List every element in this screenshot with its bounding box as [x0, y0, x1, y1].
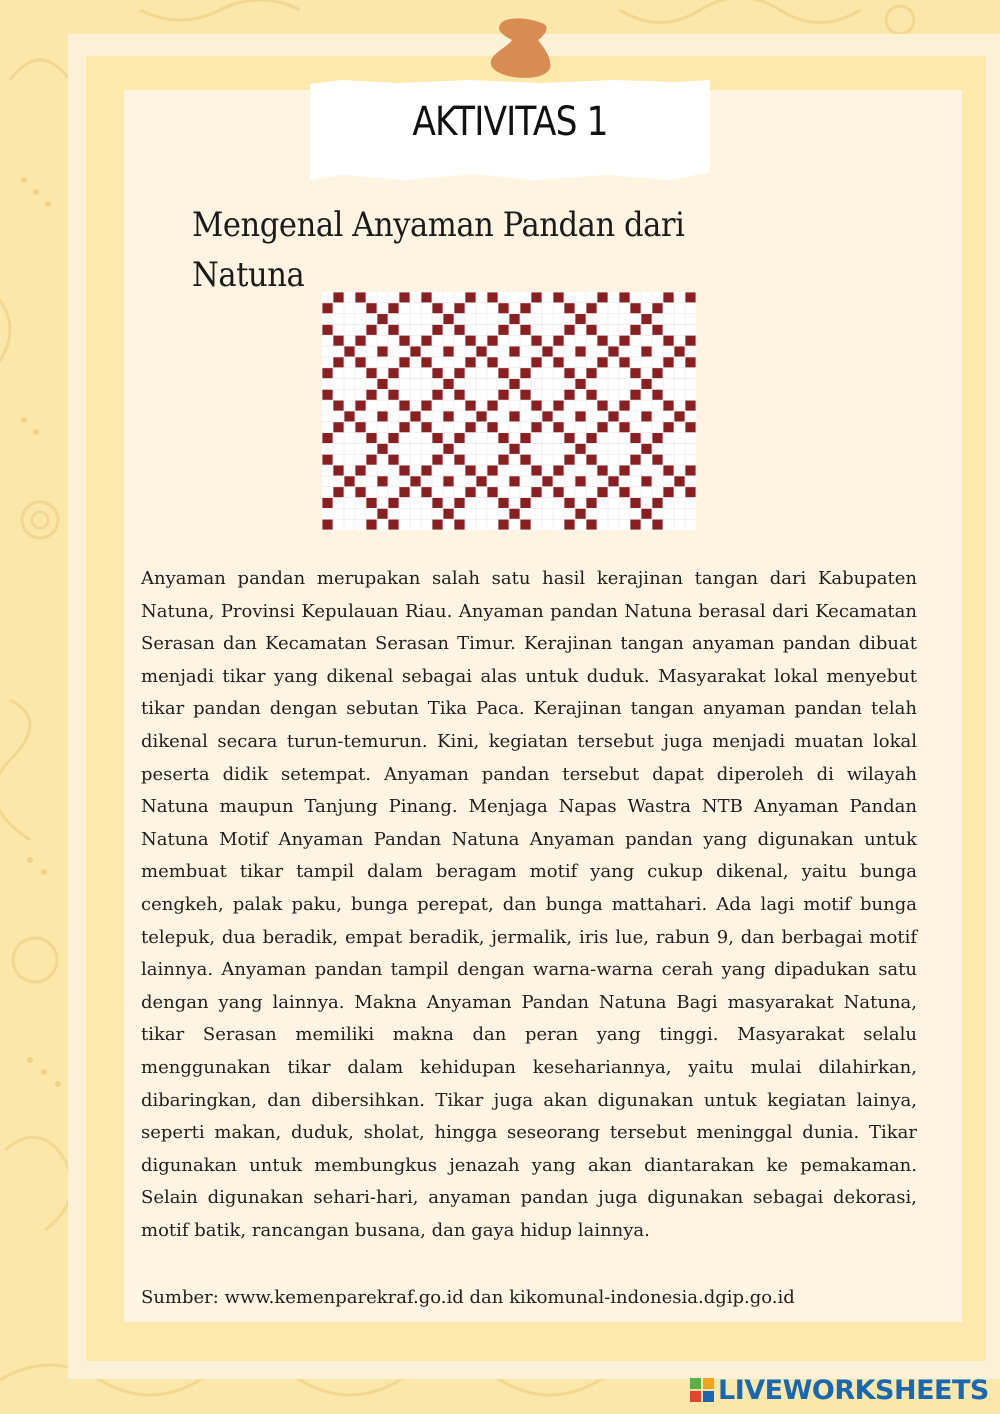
- weave-cell: [432, 433, 442, 443]
- weave-cell: [608, 411, 618, 421]
- weave-cell: [575, 314, 585, 324]
- weave-cell: [355, 401, 365, 411]
- weave-cell: [421, 487, 431, 497]
- weave-cell: [597, 401, 607, 411]
- weave-cell: [410, 346, 420, 356]
- weave-cell: [388, 433, 398, 443]
- weave-cell: [564, 368, 574, 378]
- weave-cell: [366, 455, 376, 465]
- weave-cell: [388, 390, 398, 400]
- weave-cell: [322, 455, 332, 465]
- weave-cell: [531, 465, 541, 475]
- brand-watermark: [690, 1370, 989, 1410]
- weave-cell: [399, 401, 409, 411]
- weave-cell: [421, 357, 431, 367]
- weave-cell: [399, 465, 409, 475]
- weave-cell: [597, 422, 607, 432]
- weave-cell: [366, 390, 376, 400]
- weave-cell: [674, 346, 684, 356]
- weave-cell: [388, 498, 398, 508]
- weave-cell: [454, 455, 464, 465]
- weave-cell: [586, 303, 596, 313]
- weave-cell: [685, 487, 695, 497]
- weave-cell: [685, 401, 695, 411]
- weave-cell: [531, 336, 541, 346]
- weave-cell: [586, 433, 596, 443]
- weave-cell: [355, 336, 365, 346]
- weave-cell: [355, 357, 365, 367]
- weave-cell: [608, 476, 618, 486]
- weave-cell: [564, 390, 574, 400]
- weave-cell: [465, 336, 475, 346]
- weave-cell: [432, 498, 442, 508]
- weave-cell: [377, 346, 387, 356]
- weave-cell: [531, 487, 541, 497]
- weave-cell: [333, 487, 343, 497]
- weave-cell: [663, 465, 673, 475]
- weave-cell: [630, 455, 640, 465]
- weave-cell: [509, 314, 519, 324]
- weave-cell: [322, 433, 332, 443]
- weave-cell: [564, 303, 574, 313]
- weave-cell: [586, 390, 596, 400]
- weave-cell: [531, 422, 541, 432]
- weave-cell: [399, 487, 409, 497]
- weave-cell: [476, 411, 486, 421]
- weave-cell: [432, 303, 442, 313]
- weave-cell: [641, 346, 651, 356]
- weave-cell: [333, 422, 343, 432]
- weave-cell: [619, 401, 629, 411]
- weave-cell: [652, 498, 662, 508]
- weave-cell: [399, 422, 409, 432]
- weave-cell: [344, 346, 354, 356]
- weave-cell: [652, 455, 662, 465]
- weave-cell: [465, 465, 475, 475]
- weave-cell: [465, 401, 475, 411]
- weave-cell: [498, 455, 508, 465]
- weave-cell: [421, 292, 431, 302]
- weave-cell: [421, 401, 431, 411]
- weave-cell: [597, 487, 607, 497]
- pin-icon: [486, 16, 556, 82]
- weave-cell: [630, 433, 640, 443]
- weave-cell: [465, 357, 475, 367]
- weave-cell: [454, 433, 464, 443]
- weave-cell: [498, 520, 508, 530]
- weave-cell: [586, 498, 596, 508]
- weave-cell: [322, 498, 332, 508]
- weave-cell: [454, 520, 464, 530]
- weave-cell: [586, 368, 596, 378]
- weave-cell: [531, 357, 541, 367]
- weave-cell: [663, 292, 673, 302]
- weave-cell: [652, 368, 662, 378]
- body-paragraph: Anyaman pandan merupakan salah satu hasil kerajinan tangan dari Kabupaten Natuna, Provinsi Kepulauan Riau. Anyaman pandan Natuna berasal dari Kecamatan Serasan dan Kecamatan Serasan Timur. Kerajinan tangan anyaman pandan dibuat menjadi tikar yang dikenal sebagai alas untuk duduk. Masyarakat lokal menyebut tikar pandan dengan sebutan Tika Paca. Kerajinan tangan anyaman pandan telah dikenal secara turun-temurun. Kini, kegiatan tersebut juga menjadi muatan lokal peserta didik setempat. Anyaman pandan tersebut dapat diperoleh di wilayah Natuna maupun Tanjung Pinang. Menjaga Napas Wastra NTB Anyaman Pandan Natuna Motif Anyaman Pandan Natuna Anyaman pandan yang digunakan untuk membuat tikar tampil dalam beragam motif yang cukup dikenal, yaitu bunga cengkeh, palak paku, bunga perepat, dan bunga mattahari. Ada lagi motif bunga telepuk, dua beradik, empat beradik, jermalik, iris lue, rabun 9, dan berbagai motif lainnya. Anyaman pandan tampil dengan warna-warna cerah yang dipadukan satu dengan yang lainnya. Makna Anyaman Pandan Natuna Bagi masyarakat Natuna, tikar Serasan memiliki makna dan peran yang tinggi. Masyarakat selalu menggunakan tikar dalam kehidupan kesehariannya, yaitu mulai dilahirkan, dibaringkan, dan dibersihkan. Tikar juga akan digunakan untuk kegiatan lainya, seperti makan, duduk, sholat, hingga seseorang tersebut meninggal dunia. Tikar digunakan untuk membungkus jenazah yang akan diantarakan ke pemakaman. Selain digunakan sehari-hari, anyaman pandan juga digunakan sebagai dekorasi, motif batik, rancangan busana, dan gaya hidup lainnya.: [141, 568, 917, 1241]
- weave-cell: [465, 292, 475, 302]
- weave-cell: [564, 520, 574, 530]
- weave-cell: [443, 476, 453, 486]
- weave-cell: [586, 325, 596, 335]
- weave-cell: [322, 325, 332, 335]
- weave-cell: [487, 465, 497, 475]
- weave-cell: [553, 487, 563, 497]
- weave-cell: [520, 455, 530, 465]
- weave-cell: [509, 411, 519, 421]
- weave-cell: [630, 498, 640, 508]
- weave-cell: [652, 433, 662, 443]
- weave-cell: [399, 336, 409, 346]
- weave-cell: [410, 411, 420, 421]
- weave-cell: [520, 390, 530, 400]
- weave-cell: [465, 487, 475, 497]
- weave-cell: [377, 411, 387, 421]
- weave-cell: [586, 455, 596, 465]
- weave-cell: [498, 498, 508, 508]
- weave-cell: [641, 509, 651, 519]
- weave-cell: [674, 476, 684, 486]
- weave-cell: [597, 336, 607, 346]
- weave-cell: [377, 509, 387, 519]
- weave-cell: [564, 325, 574, 335]
- weave-cell: [377, 476, 387, 486]
- weave-cell: [630, 303, 640, 313]
- weave-cell: [663, 487, 673, 497]
- weave-cell: [509, 346, 519, 356]
- weave-cell: [685, 357, 695, 367]
- weave-cell: [575, 379, 585, 389]
- weave-cell: [487, 357, 497, 367]
- weave-cell: [531, 292, 541, 302]
- weave-cell: [399, 292, 409, 302]
- weave-cell: [454, 303, 464, 313]
- weave-cell: [421, 336, 431, 346]
- weave-cell: [608, 346, 618, 356]
- weave-cell: [663, 401, 673, 411]
- liveworksheets-logo-icon: [690, 1378, 714, 1402]
- weave-cell: [597, 292, 607, 302]
- weave-cell: [344, 411, 354, 421]
- weave-cell: [674, 411, 684, 421]
- weave-cell: [355, 487, 365, 497]
- weave-cell: [377, 444, 387, 454]
- weave-cell: [575, 346, 585, 356]
- weave-cell: [630, 520, 640, 530]
- weave-cell: [619, 292, 629, 302]
- weave-cell: [399, 357, 409, 367]
- weave-cell: [487, 422, 497, 432]
- weave-cell: [366, 303, 376, 313]
- weave-cell: [652, 390, 662, 400]
- weave-cell: [465, 422, 475, 432]
- weave-cell: [498, 303, 508, 313]
- weave-cell: [355, 465, 365, 475]
- weave-cell: [542, 476, 552, 486]
- weave-cell: [553, 292, 563, 302]
- weave-cell: [520, 325, 530, 335]
- weave-cell: [553, 357, 563, 367]
- weave-cell: [333, 292, 343, 302]
- weave-cell: [619, 422, 629, 432]
- weave-cell: [377, 379, 387, 389]
- weave-cell: [641, 476, 651, 486]
- weave-cell: [575, 444, 585, 454]
- weave-cell: [421, 422, 431, 432]
- weave-cell: [509, 379, 519, 389]
- weave-cell: [487, 292, 497, 302]
- weave-cell: [641, 379, 651, 389]
- weave-cell: [388, 368, 398, 378]
- weave-cell: [652, 303, 662, 313]
- weave-cell: [454, 390, 464, 400]
- weave-cell: [553, 465, 563, 475]
- brand-name: LIVEWORKSHEETS: [718, 1374, 989, 1406]
- weave-cell: [509, 509, 519, 519]
- weave-cell: [520, 368, 530, 378]
- weave-cell: [685, 422, 695, 432]
- weave-cell: [355, 422, 365, 432]
- weave-cell: [542, 346, 552, 356]
- weave-cell: [641, 444, 651, 454]
- weave-cell: [432, 325, 442, 335]
- weave-cell: [553, 401, 563, 411]
- page-title: AKTIVITAS 1: [412, 99, 608, 145]
- weave-cell: [685, 465, 695, 475]
- weave-cell: [509, 444, 519, 454]
- weave-cell: [575, 476, 585, 486]
- weave-cell: [366, 498, 376, 508]
- weave-cell: [366, 433, 376, 443]
- weave-cell: [443, 379, 453, 389]
- weave-cell: [597, 357, 607, 367]
- weave-cell: [432, 368, 442, 378]
- weave-cell: [476, 476, 486, 486]
- pandan-weave-pattern: [322, 292, 696, 530]
- weave-cell: [421, 465, 431, 475]
- weave-cell: [322, 390, 332, 400]
- weave-cell: [542, 411, 552, 421]
- weave-cell: [333, 336, 343, 346]
- weave-cell: [652, 325, 662, 335]
- weave-cell: [388, 303, 398, 313]
- weave-cell: [641, 314, 651, 324]
- weave-cell: [531, 401, 541, 411]
- weave-cell: [377, 314, 387, 324]
- weave-cell: [619, 487, 629, 497]
- weave-cell: [630, 325, 640, 335]
- weave-cell: [388, 325, 398, 335]
- weave-cell: [432, 390, 442, 400]
- weave-cell: [663, 422, 673, 432]
- weave-cell: [498, 390, 508, 400]
- weave-cell: [388, 455, 398, 465]
- weave-cell: [454, 498, 464, 508]
- weave-cell: [443, 314, 453, 324]
- weave-cell: [553, 422, 563, 432]
- weave-cell: [520, 303, 530, 313]
- source-citation: Sumber: www.kemenparekraf.go.id dan kikomunal-indonesia.dgip.go.id: [141, 1287, 795, 1308]
- weave-cell: [454, 325, 464, 335]
- weave-cell: [663, 357, 673, 367]
- weave-cell: [498, 433, 508, 443]
- weave-cell: [322, 303, 332, 313]
- weave-cell: [366, 325, 376, 335]
- weave-cell: [575, 411, 585, 421]
- weave-cell: [487, 487, 497, 497]
- weave-cell: [322, 368, 332, 378]
- weave-cell: [333, 465, 343, 475]
- weave-cell: [443, 411, 453, 421]
- weave-cell: [564, 498, 574, 508]
- weave-cell: [630, 368, 640, 378]
- weave-cell: [520, 520, 530, 530]
- weave-cell: [454, 368, 464, 378]
- weave-cell: [487, 336, 497, 346]
- weave-cell: [619, 336, 629, 346]
- weave-cell: [344, 476, 354, 486]
- weave-cell: [366, 368, 376, 378]
- weave-cell: [333, 401, 343, 411]
- weave-cell: [443, 509, 453, 519]
- weave-cell: [322, 520, 332, 530]
- weave-cell: [355, 292, 365, 302]
- weave-cell: [498, 325, 508, 335]
- weave-cell: [520, 433, 530, 443]
- weave-cell: [432, 520, 442, 530]
- weave-cell: [586, 520, 596, 530]
- weave-cell: [685, 336, 695, 346]
- weave-cell: [652, 520, 662, 530]
- weave-cell: [388, 520, 398, 530]
- weave-cell: [366, 520, 376, 530]
- weave-cell: [553, 336, 563, 346]
- weave-cell: [685, 292, 695, 302]
- weave-cell: [498, 368, 508, 378]
- weave-cell: [333, 357, 343, 367]
- activity-subtitle: Mengenal Anyaman Pandan dari Natuna: [192, 205, 685, 295]
- weave-cell: [663, 336, 673, 346]
- weave-cell: [443, 444, 453, 454]
- weave-cell: [520, 498, 530, 508]
- weave-cell: [630, 390, 640, 400]
- weave-cell: [476, 346, 486, 356]
- weave-cell: [619, 465, 629, 475]
- weave-cell: [432, 455, 442, 465]
- weave-cell: [575, 509, 585, 519]
- weave-cell: [641, 411, 651, 421]
- weave-cell: [443, 346, 453, 356]
- weave-cell: [487, 401, 497, 411]
- weave-cell: [410, 476, 420, 486]
- weave-cell: [564, 455, 574, 465]
- weave-cell: [564, 433, 574, 443]
- weave-cell: [619, 357, 629, 367]
- weave-cell: [509, 476, 519, 486]
- weave-cell: [597, 465, 607, 475]
